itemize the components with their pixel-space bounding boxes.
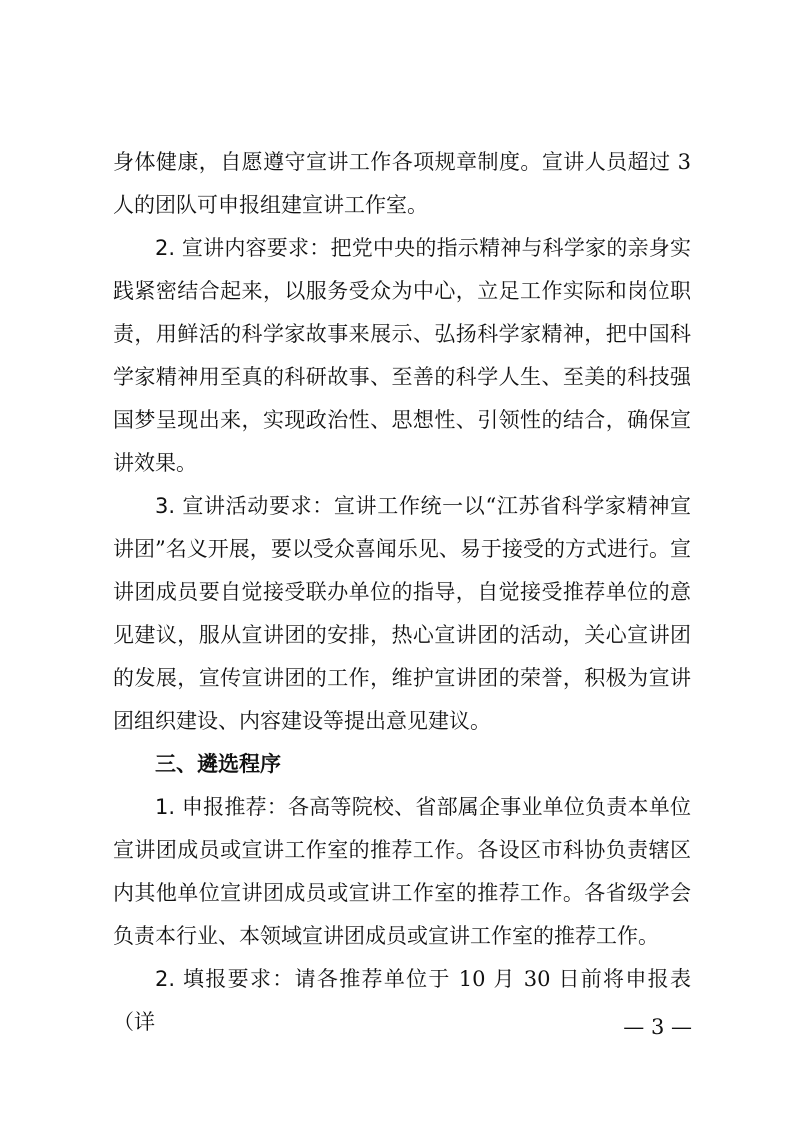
paragraph-text: 身体健康，自愿遵守宣讲工作各项规章制度。宣讲人员超过 3 人的团队可申报组建宣讲工作室。	[113, 150, 691, 217]
paragraph-continuation	[113, 141, 691, 227]
page-number: — 3 —	[623, 1015, 692, 1039]
paragraph-activity-requirements	[113, 485, 691, 743]
paragraph-text: 把党中央的指示精神与科学家的亲身实践紧密结合起来，以服务受众为中心，立足工作实际和岗位职责，用鲜活的科学家故事来展示、弘扬科学家精神，把中国科学家精神用至真的科研故事、至善的科学人生、至美的科技强国梦呈现出来，实现政治性、思想性、引领性的结合，确保宣讲效果。	[113, 236, 692, 475]
paragraph-application	[113, 786, 691, 958]
section-heading: 三、遴选程序	[155, 752, 281, 776]
paragraph-lead: 2. 填报要求：	[155, 967, 295, 991]
paragraph-lead: 3. 宣讲活动要求：	[155, 494, 334, 518]
paragraph-filling-requirements	[113, 958, 691, 1044]
paragraph-lead: 2. 宣讲内容要求：	[155, 236, 331, 260]
paragraph-text: 请各推荐单位于 10 月 30 日前将申报表（详	[113, 967, 691, 1034]
paragraph-content-requirements	[113, 227, 691, 485]
paragraph-lead: 1. 申报推荐：	[155, 795, 289, 819]
paragraph-text: 宣讲工作统一以“江苏省科学家精神宣讲团”名义开展，要以受众喜闻乐见、易于接受的方式进行。宣讲团成员要自觉接受联办单位的指导，自觉接受推荐单位的意见建议，服从宣讲团的安排，热心宣讲团的活动，关心宣讲团的发展，宣传宣讲团的工作，维护宣讲团的荣誉，积极为宣讲团组织建设、内容建设等提出意见建议。	[113, 494, 692, 733]
document-body	[113, 141, 691, 1044]
paragraph-text: 各高等院校、省部属企事业单位负责本单位宣讲团成员或宣讲工作室的推荐工作。各设区市科协负责辖区内其他单位宣讲团成员或宣讲工作室的推荐工作。各省级学会负责本行业、本领域宣讲团成员或宣讲工作室的推荐工作。	[113, 795, 691, 948]
